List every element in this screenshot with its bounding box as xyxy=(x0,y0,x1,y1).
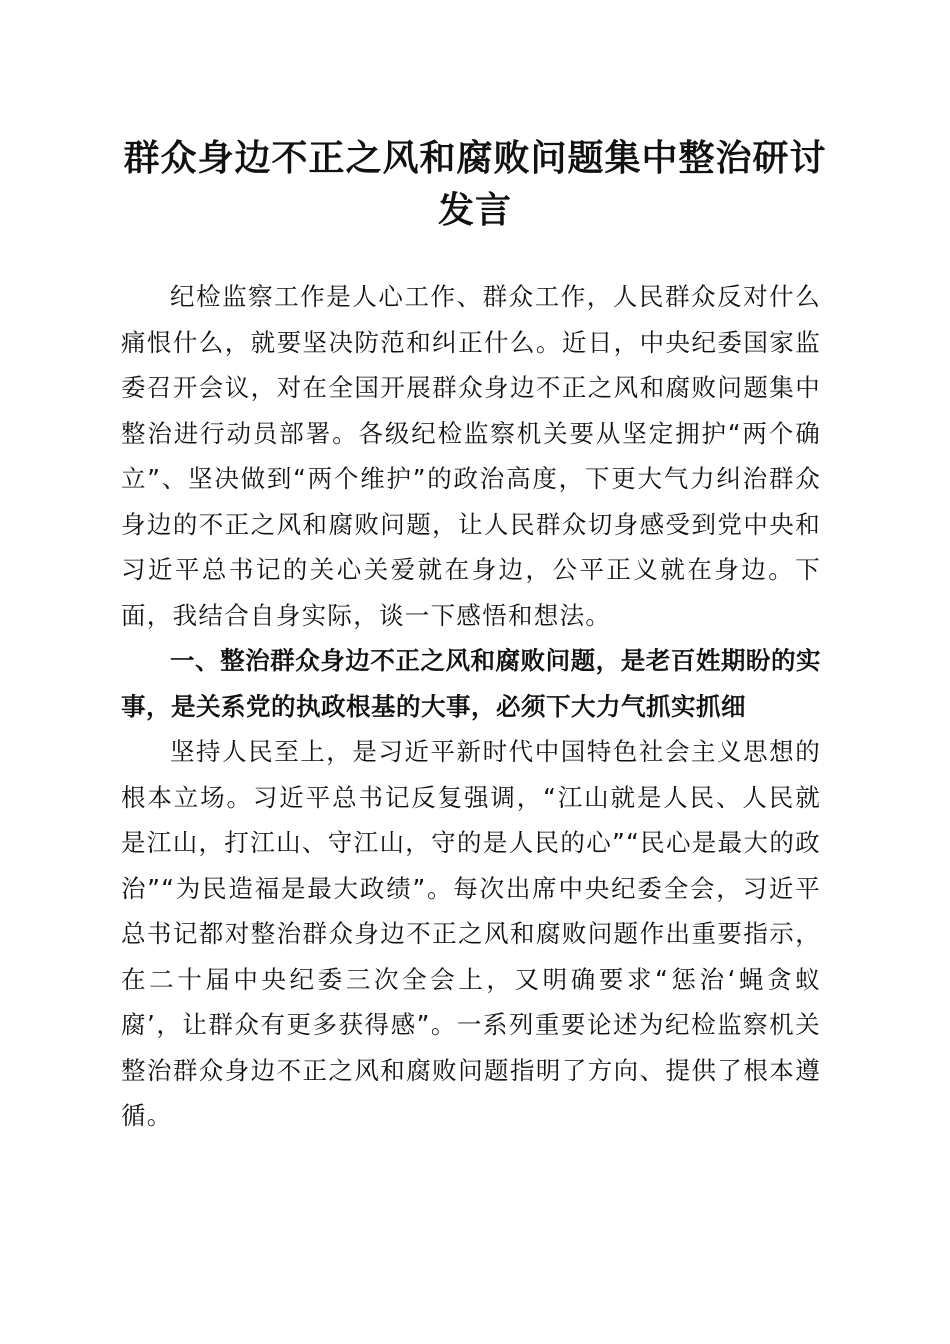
document-body xyxy=(121,274,821,1139)
document-title: 群众身边不正之风和腐败问题集中整治研讨发言 xyxy=(123,137,827,231)
section-heading: 一、整治群众身边不正之风和腐败问题，是老百姓期盼的实事，是关系党的执政根基的大事，必须下大力气抓实抓细 xyxy=(121,646,821,721)
intro-paragraph: 纪检监察工作是人心工作、群众工作，人民群众反对什么痛恨什么，就要坚决防范和纠正什么。近日，中央纪委国家监委召开会议，对在全国开展群众身边不正之风和腐败问题集中整治进行动员部署。各级纪检监察机关要从坚定拥护“两个确立”、坚决做到“两个维护”的政治高度，下更大气力纠治群众身边的不正之风和腐败问题，让人民群众切身感受到党中央和习近平总书记的关心关爱就在身边，公平正义就在身边。下面，我结合自身实际，谈一下感悟和想法。 xyxy=(121,282,821,630)
section-paragraph: 坚持人民至上，是习近平新时代中国特色社会主义思想的根本立场。习近平总书记反复强调，“江山就是人民、人民就是江山，打江山、守江山，守的是人民的心”“民心是最大的政治”“为民造福是最大政绩”。每次出席中央纪委全会，习近平总书记都对整治群众身边不正之风和腐败问题作出重要指示，在二十届中央纪委三次全会上，又明确要求“惩治‘蝇贪蚁腐’，让群众有更多获得感”。一系列重要论述为纪检监察机关整治群众身边不正之风和腐败问题指明了方向、提供了根本遵循。 xyxy=(121,737,821,1130)
